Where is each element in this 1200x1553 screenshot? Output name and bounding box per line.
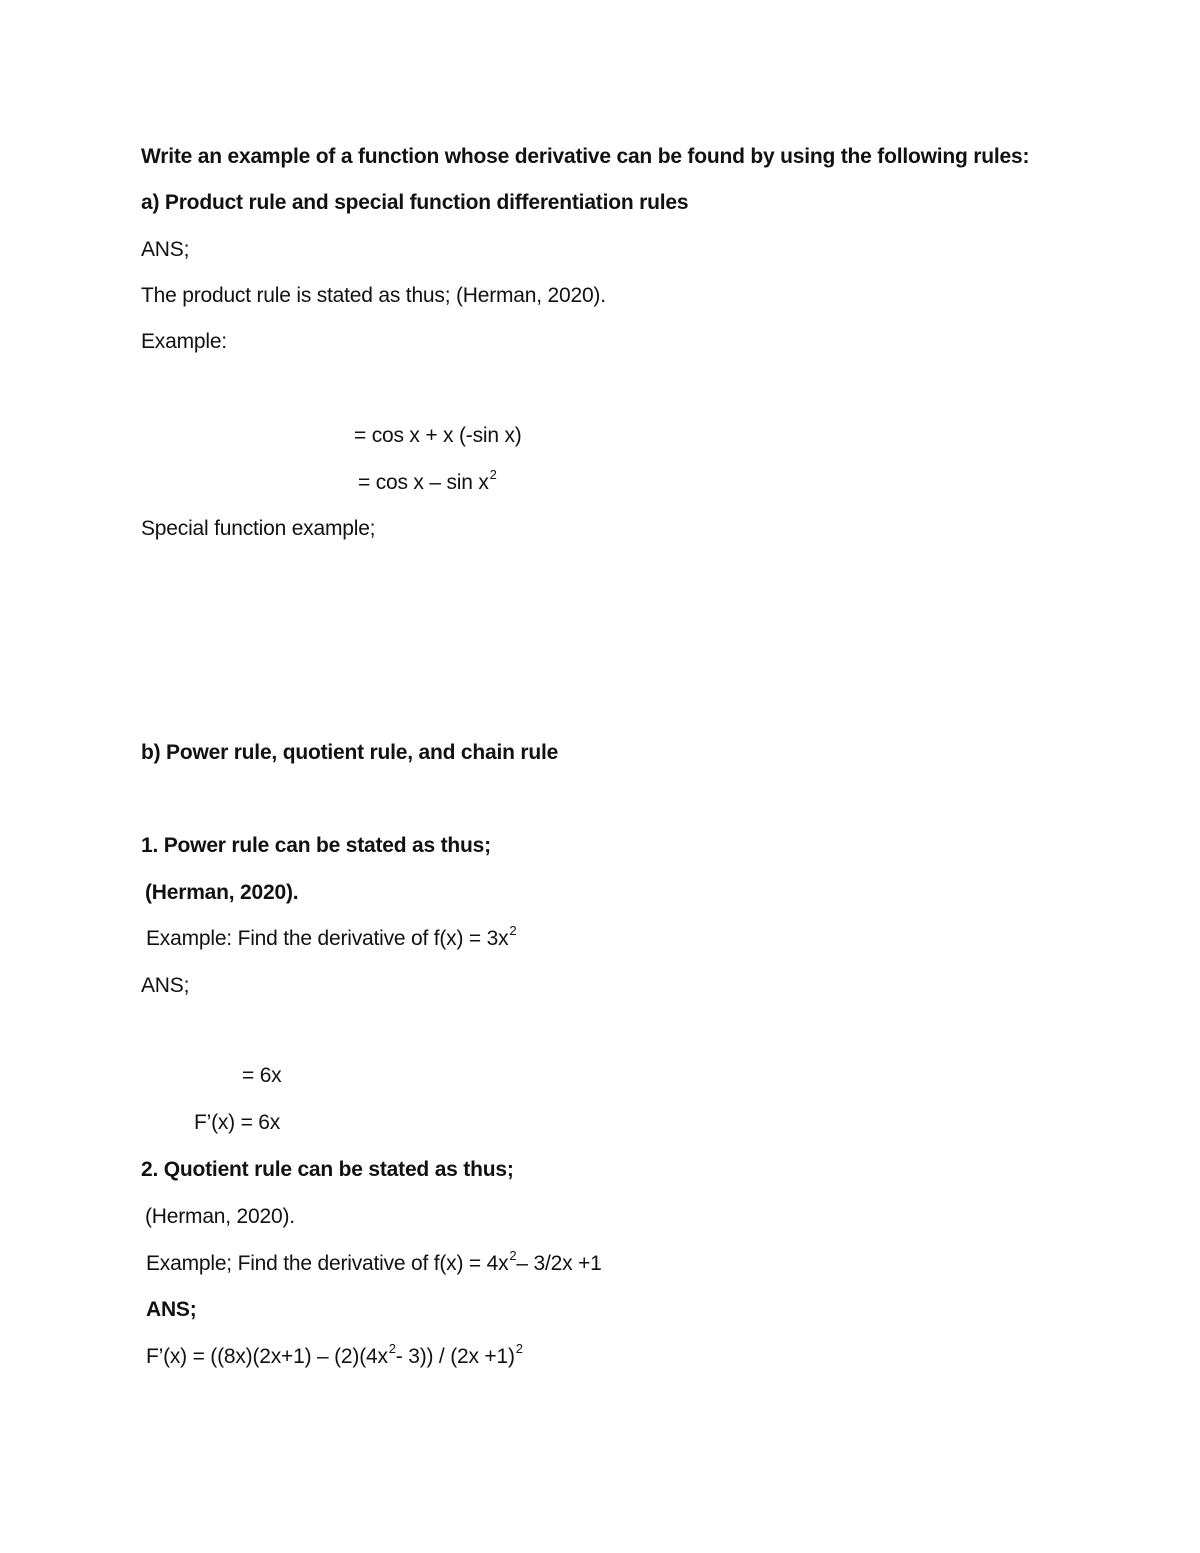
quotient-rule-example — [146, 1250, 602, 1278]
product-rule-step-2 — [358, 469, 497, 497]
part-a-ans-label: ANS; — [141, 238, 190, 261]
quotient-rule-example-part-2: – 3/2x +1 — [516, 1252, 602, 1275]
quotient-rule-citation: (Herman, 2020). — [145, 1205, 295, 1228]
product-rule-statement: The product rule is stated as thus; (Herman, 2020). — [141, 284, 606, 307]
part-a-heading: a) Product rule and special function differentiation rules — [141, 191, 689, 214]
part-b-heading: b) Power rule, quotient rule, and chain rule — [141, 741, 559, 764]
power-rule-example-exponent: 2 — [509, 923, 517, 938]
quotient-rule-heading: 2. Quotient rule can be stated as thus; — [141, 1158, 514, 1181]
product-rule-step-1: = cos x + x (-sin x) — [354, 424, 522, 447]
quotient-rule-result — [146, 1343, 523, 1371]
power-rule-example — [146, 925, 516, 953]
part-a-example-label: Example: — [141, 330, 227, 353]
quotient-rule-result-exponent-2: 2 — [515, 1341, 523, 1356]
quotient-rule-result-part-1: F’(x) = ((8x)(2x+1) – (2)(4x — [146, 1345, 388, 1368]
product-rule-step-2-base: = cos x – sin x — [358, 471, 489, 494]
product-rule-step-2-exponent: 2 — [489, 467, 497, 482]
power-rule-heading: 1. Power rule can be stated as thus; — [141, 834, 491, 857]
quotient-rule-example-exponent: 2 — [509, 1248, 517, 1263]
quotient-rule-result-part-2: - 3)) / (2x +1) — [395, 1345, 515, 1368]
quotient-rule-example-part-1: Example; Find the derivative of f(x) = 4x — [146, 1252, 509, 1275]
special-function-label: Special function example; — [141, 517, 376, 540]
quotient-rule-result-exponent-1: 2 — [388, 1341, 396, 1356]
power-rule-step-1: = 6x — [242, 1064, 282, 1087]
question-prompt: Write an example of a function whose derivative can be found by using the following rules: — [141, 145, 1030, 168]
quotient-rule-ans-label: ANS; — [146, 1298, 197, 1321]
power-rule-citation: (Herman, 2020). — [145, 881, 299, 904]
power-rule-example-base: Example: Find the derivative of f(x) = 3x — [146, 927, 509, 950]
power-rule-result: F’(x) = 6x — [194, 1111, 281, 1134]
power-rule-ans-label: ANS; — [141, 974, 190, 997]
